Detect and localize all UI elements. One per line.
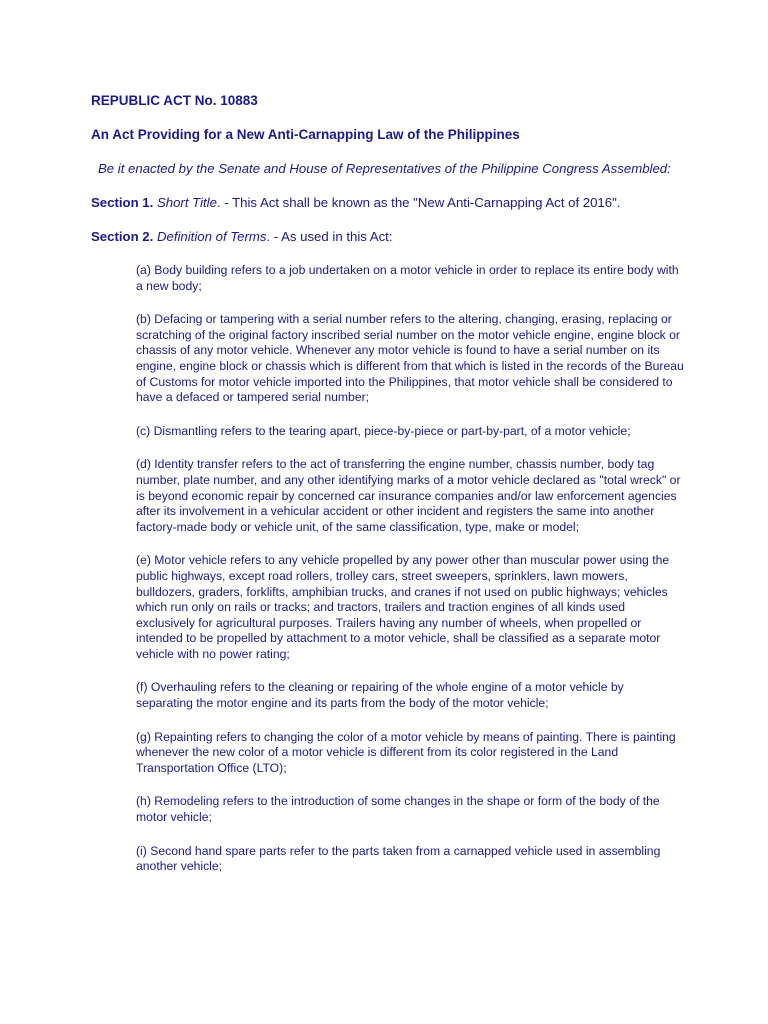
definition-h: (h) Remodeling refers to the introduction of some changes in the shape or form of the body of the motor vehicle; [136, 794, 660, 825]
definition-e: (e) Motor vehicle refers to any vehicle propelled by any power other than muscular power using the public highways, except road rollers, trolley cars, street sweepers, sprinklers, lawn mowers, bulldozers, graders, forklifts, amphibian trucks, and cranes if not used on public highways; vehicles which run only on rails or tracks; and tractors, trailers and traction engines of all kinds used exclusively for agricultural purposes. Trailers having any number of wheels, when propelled or intended to be propelled by attachment to a motor vehicle, shall be classified as a separate motor vehicle with no power rating; [136, 553, 670, 661]
definition-g: (g) Repainting refers to changing the color of a motor vehicle by means of painting. There is painting whenever the new color of a motor vehicle is different from its color registered in the Land Transportation Office (LTO); [136, 729, 676, 775]
definition-a: (a) Body building refers to a job undertaken on a motor vehicle in order to replace its entire body with a new body; [136, 263, 679, 293]
definitions-list [136, 263, 684, 893]
section-1-label: Section 1. [91, 195, 154, 210]
definition-i: (i) Second hand spare parts refer to the parts taken from a carnapped vehicle used in assembling another vehicle; [136, 843, 661, 874]
definition-d: (d) Identity transfer refers to the act of transferring the engine number, chassis number, body tag number, plate number, and any other identifying marks of a motor vehicle declared as "total wreck" or is beyond economic repair by concerned car insurance companies and/or law enforcement agencies after its involvement in a vehicular accident or other incident and registers the same into another factory-made body or vehicle unit, of the same classification, type, make or model; [136, 457, 681, 534]
act-title-heading: An Act Providing for a New Anti-Carnapping Law of the Philippines [91, 127, 520, 142]
section-2-term: Definition of Terms [156, 229, 267, 244]
section-1-term: Short Title [156, 195, 217, 210]
definition-f: (f) Overhauling refers to the cleaning or repairing of the whole engine of a motor vehicle by separating the motor engine and its parts from the body of the motor vehicle; [136, 680, 624, 711]
section-2 [91, 229, 393, 244]
definition-c: (c) Dismantling refers to the tearing apart, piece-by-piece or part-by-part, of a motor vehicle; [136, 423, 631, 438]
act-number-heading: REPUBLIC ACT No. 10883 [91, 93, 258, 108]
section-2-text: . - As used in this Act: [266, 229, 393, 244]
section-1-text: . - This Act shall be known as the "New Anti-Carnapping Act of 2016". [216, 195, 621, 210]
definition-b: (b) Defacing or tampering with a serial number refers to the altering, changing, erasing, replacing or scratching of the original factory inscribed serial number on the motor vehicle engine, engine block or chassis of any motor vehicle. Whenever any motor vehicle is found to have a serial number on its engine, engine block or chassis which is different from that which is listed in the records of the Bureau of Customs for motor vehicle imported into the Philippines, that motor vehicle shall be considered to have a defaced or tampered serial number; [136, 312, 684, 405]
section-2-label: Section 2. [91, 229, 154, 244]
section-1 [91, 195, 620, 210]
enacting-clause: Be it enacted by the Senate and House of Representatives of the Philippine Congress Assembled: [98, 161, 671, 176]
